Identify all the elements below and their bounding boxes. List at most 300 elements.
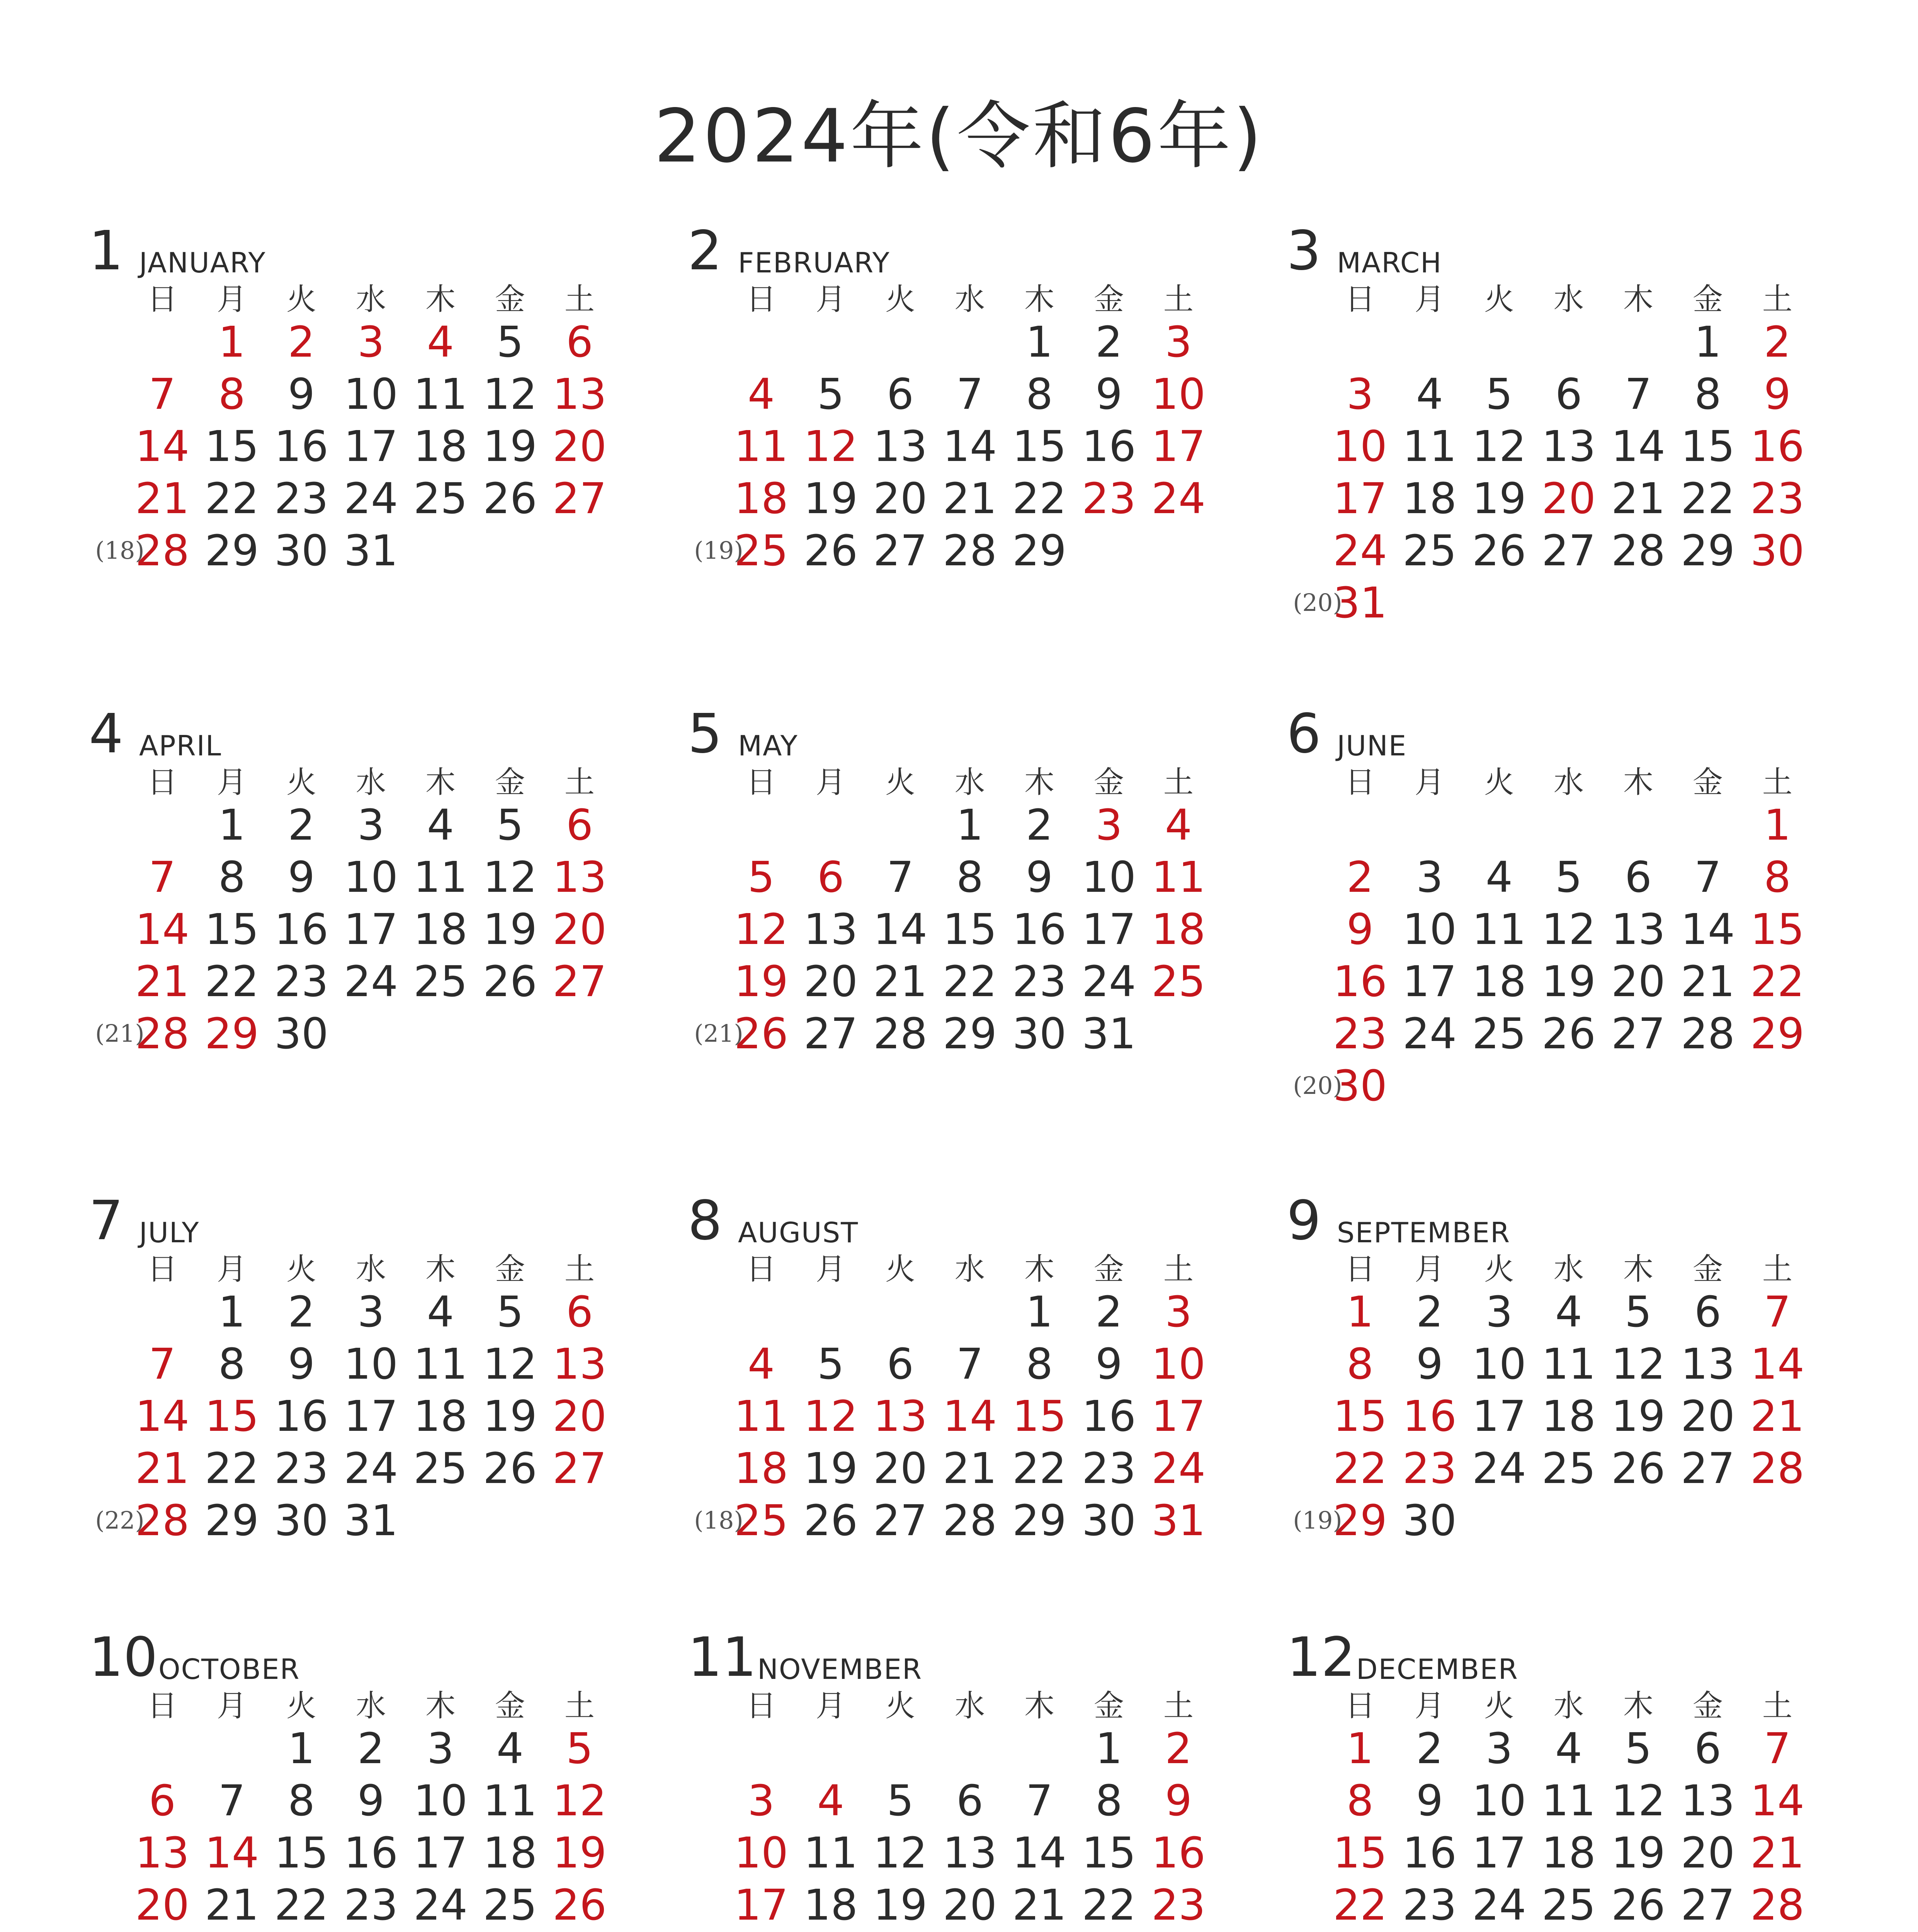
day-cell: 22	[1750, 957, 1804, 1006]
day-cell: 8	[1694, 369, 1721, 419]
weekday-label: 日	[147, 282, 177, 317]
day-cell: 10	[1472, 1776, 1526, 1825]
weekday-label: 水	[954, 765, 985, 800]
weekday-label: 月	[1414, 282, 1445, 317]
day-cell: 5	[1625, 1287, 1652, 1337]
weekday-label: 日	[147, 1689, 177, 1723]
month-march	[1287, 219, 1828, 657]
day-cell: 10	[344, 1339, 398, 1389]
weekday-label: 月	[216, 765, 247, 800]
month-december	[1287, 1626, 1828, 1932]
day-cell: 7	[1764, 1287, 1791, 1337]
day-cell: 12	[483, 369, 537, 419]
day-cell: 28	[135, 1009, 189, 1058]
day-cell: 23	[1012, 957, 1066, 1006]
day-cell: 20	[804, 957, 858, 1006]
day-cell: 19	[804, 1444, 858, 1493]
day-cell: 28	[943, 526, 997, 575]
weekday-label: 木	[425, 765, 456, 800]
day-cell: 26	[804, 526, 858, 575]
weekday-label: 水	[954, 1689, 985, 1723]
day-cell: 31	[344, 526, 398, 575]
day-cell: 12	[553, 1776, 607, 1825]
day-cell: 30	[1082, 1496, 1136, 1545]
day-cell: 8	[1764, 852, 1791, 902]
weekday-label: 日	[746, 765, 776, 800]
day-cell: 5	[748, 852, 775, 902]
day-cell: 14	[135, 422, 189, 471]
day-cell: 7	[956, 1339, 983, 1389]
day-cell: 14	[1611, 422, 1665, 471]
day-cell: 11	[734, 422, 788, 471]
day-cell: 10	[1333, 422, 1387, 471]
day-cell: 3	[427, 1724, 454, 1773]
day-cell: 25	[1472, 1009, 1526, 1058]
day-cell: 26	[804, 1496, 858, 1545]
day-cell: 10	[344, 369, 398, 419]
week-count: (18)	[694, 1506, 743, 1534]
day-cell: 13	[943, 1828, 997, 1878]
day-cell: 12	[873, 1828, 927, 1878]
day-cell: 13	[1611, 905, 1665, 954]
day-cell: 23	[274, 1444, 328, 1493]
day-cell: 16	[344, 1828, 398, 1878]
weekday-label: 日	[147, 1252, 177, 1287]
day-cell: 29	[1012, 526, 1066, 575]
month-header	[1287, 1189, 1828, 1252]
day-cell: 3	[357, 317, 384, 367]
day-cell: 19	[734, 957, 788, 1006]
day-cell: 7	[887, 852, 914, 902]
day-cell: 1	[1347, 1287, 1374, 1337]
weekday-label: 土	[1762, 282, 1792, 317]
day-cell: 9	[1165, 1776, 1192, 1825]
day-cell: 16	[1403, 1828, 1457, 1878]
weekday-label: 水	[1553, 765, 1584, 800]
day-cell: 27	[553, 957, 607, 1006]
day-cell: 20	[553, 905, 607, 954]
day-cell: 18	[734, 1444, 788, 1493]
day-cell: 13	[873, 422, 927, 471]
day-cell: 12	[1472, 422, 1526, 471]
day-cell: 2	[1026, 800, 1053, 850]
weekday-label: 木	[1024, 1689, 1054, 1723]
day-cell: 15	[1012, 1391, 1066, 1441]
day-cell: 31	[1082, 1009, 1136, 1058]
day-cell: 1	[288, 1724, 315, 1773]
day-cell: 4	[1555, 1724, 1582, 1773]
day-cell: 24	[344, 474, 398, 523]
day-cell: 14	[943, 422, 997, 471]
day-cell: 19	[1611, 1828, 1665, 1878]
day-cell: 26	[483, 957, 537, 1006]
month-name: AUGUST	[738, 1216, 859, 1249]
day-cell: 19	[483, 905, 537, 954]
month-name: JUNE	[1337, 730, 1407, 762]
day-cell: 15	[1082, 1828, 1136, 1878]
day-cell: 4	[748, 1339, 775, 1389]
day-cell: 5	[1486, 369, 1513, 419]
weekday-label: 日	[1345, 1689, 1375, 1723]
day-cell: 11	[1542, 1339, 1596, 1389]
weekday-label: 木	[1024, 1252, 1054, 1287]
weekday-label: 金	[495, 1689, 525, 1723]
day-cell: 8	[218, 369, 245, 419]
month-august	[688, 1189, 1229, 1627]
weekday-row	[89, 1689, 630, 1723]
day-cell: 15	[1333, 1828, 1387, 1878]
weekday-label: 火	[885, 765, 915, 800]
day-cell: 1	[1026, 317, 1053, 367]
weekday-label: 日	[746, 1252, 776, 1287]
day-cell: 12	[734, 905, 788, 954]
month-number: 1	[89, 219, 124, 282]
day-cell: 28	[135, 526, 189, 575]
month-header	[1287, 1626, 1828, 1689]
day-cell: 18	[1403, 474, 1457, 523]
day-cell: 9	[1416, 1776, 1443, 1825]
weekday-label: 月	[1414, 1252, 1445, 1287]
day-cell: 4	[817, 1776, 844, 1825]
weekday-label: 金	[1692, 1689, 1723, 1723]
weekday-row	[1287, 282, 1828, 317]
weekday-label: 木	[425, 1689, 456, 1723]
day-cell: 15	[205, 905, 259, 954]
day-cell: 22	[943, 957, 997, 1006]
day-cell: 18	[413, 422, 468, 471]
day-cell: 11	[413, 1339, 468, 1389]
month-header	[688, 1626, 1229, 1689]
day-cell: 26	[553, 1880, 607, 1930]
day-cell: 1	[1764, 800, 1791, 850]
day-cell: 10	[1151, 369, 1206, 419]
day-cell: 16	[274, 1391, 328, 1441]
day-cell: 6	[956, 1776, 983, 1825]
day-cell: 12	[1542, 905, 1596, 954]
day-cell: 17	[1472, 1828, 1526, 1878]
day-cell: 19	[553, 1828, 607, 1878]
day-cell: 8	[288, 1776, 315, 1825]
weekday-label: 火	[885, 1689, 915, 1723]
day-cell: 28	[1750, 1444, 1804, 1493]
weekday-label: 水	[1553, 1689, 1584, 1723]
day-cell: 27	[553, 1444, 607, 1493]
day-cell: 9	[1347, 905, 1374, 954]
day-cell: 25	[734, 1496, 788, 1545]
weekday-label: 月	[216, 282, 247, 317]
day-cell: 7	[1764, 1724, 1791, 1773]
day-cell: 30	[274, 1496, 328, 1545]
month-name: JULY	[139, 1216, 200, 1249]
day-cell: 6	[887, 1339, 914, 1389]
day-cell: 25	[1403, 526, 1457, 575]
day-cell: 7	[149, 369, 176, 419]
day-cell: 3	[1347, 369, 1374, 419]
day-cell: 5	[817, 1339, 844, 1389]
day-cell: 5	[497, 1287, 524, 1337]
day-cell: 28	[1750, 1880, 1804, 1930]
weekday-label: 金	[495, 282, 525, 317]
day-cell: 6	[566, 1287, 593, 1337]
day-cell: 12	[483, 1339, 537, 1389]
day-cell: 24	[413, 1880, 468, 1930]
month-header	[1287, 702, 1828, 765]
day-cell: 8	[956, 852, 983, 902]
weekday-label: 月	[216, 1252, 247, 1287]
day-cell: 17	[1333, 474, 1387, 523]
day-cell: 6	[149, 1776, 176, 1825]
weekday-label: 月	[815, 765, 846, 800]
day-cell: 23	[274, 957, 328, 1006]
weekday-label: 月	[1414, 765, 1445, 800]
weekday-row	[1287, 1252, 1828, 1287]
day-cell: 15	[205, 1391, 259, 1441]
day-cell: 26	[734, 1009, 788, 1058]
day-cell: 10	[413, 1776, 468, 1825]
day-cell: 1	[218, 800, 245, 850]
weekday-row	[1287, 1689, 1828, 1723]
weekday-label: 日	[1345, 1252, 1375, 1287]
weekday-label: 金	[1093, 1252, 1124, 1287]
day-cell: 23	[1333, 1009, 1387, 1058]
day-cell: 9	[1095, 369, 1122, 419]
day-cell: 31	[1333, 578, 1387, 628]
weekday-label: 火	[286, 1689, 316, 1723]
day-cell: 2	[357, 1724, 384, 1773]
day-cell: 9	[1764, 369, 1791, 419]
day-cell: 21	[943, 1444, 997, 1493]
day-cell: 13	[1542, 422, 1596, 471]
day-cell: 30	[274, 526, 328, 575]
day-cell: 25	[413, 474, 468, 523]
day-cell: 25	[483, 1880, 537, 1930]
weekday-label: 火	[1484, 765, 1514, 800]
day-cell: 24	[344, 1444, 398, 1493]
weekday-label: 土	[1762, 1252, 1792, 1287]
day-cell: 30	[1012, 1009, 1066, 1058]
weekday-label: 金	[495, 765, 525, 800]
weekday-row	[688, 765, 1229, 800]
month-number: 12	[1287, 1626, 1356, 1689]
day-cell: 6	[817, 852, 844, 902]
day-cell: 17	[734, 1880, 788, 1930]
weekday-label: 日	[1345, 282, 1375, 317]
day-cell: 25	[1151, 957, 1206, 1006]
day-cell: 9	[1026, 852, 1053, 902]
day-cell: 8	[1347, 1339, 1374, 1389]
day-cell: 22	[1681, 474, 1735, 523]
day-cell: 3	[357, 1287, 384, 1337]
day-cell: 15	[1750, 905, 1804, 954]
day-cell: 4	[427, 800, 454, 850]
day-cell: 29	[205, 1009, 259, 1058]
weekday-row	[688, 1252, 1229, 1287]
day-cell: 7	[1026, 1776, 1053, 1825]
weekday-label: 水	[1553, 1252, 1584, 1287]
day-cell: 21	[1750, 1828, 1804, 1878]
weekday-label: 水	[954, 1252, 985, 1287]
day-cell: 7	[1625, 369, 1652, 419]
day-cell: 12	[483, 852, 537, 902]
day-cell: 10	[1151, 1339, 1206, 1389]
day-cell: 6	[1694, 1724, 1721, 1773]
weekday-label: 日	[147, 765, 177, 800]
weekday-row	[89, 765, 630, 800]
day-cell: 20	[1681, 1391, 1735, 1441]
day-cell: 17	[1151, 422, 1206, 471]
day-cell: 3	[1095, 800, 1122, 850]
day-cell: 30	[1750, 526, 1804, 575]
day-cell: 24	[344, 957, 398, 1006]
month-name: SEPTEMBER	[1337, 1216, 1511, 1249]
weekday-label: 火	[1484, 1252, 1514, 1287]
day-cell: 17	[1082, 905, 1136, 954]
week-count: (19)	[694, 536, 743, 565]
day-cell: 11	[734, 1391, 788, 1441]
month-number: 3	[1287, 219, 1321, 282]
day-cell: 1	[1694, 317, 1721, 367]
weekday-label: 土	[1762, 1689, 1792, 1723]
day-cell: 6	[566, 317, 593, 367]
day-cell: 2	[288, 800, 315, 850]
day-cell: 13	[873, 1391, 927, 1441]
weekday-label: 火	[1484, 1689, 1514, 1723]
weekday-label: 木	[425, 1252, 456, 1287]
day-cell: 15	[274, 1828, 328, 1878]
day-cell: 30	[1403, 1496, 1457, 1545]
day-cell: 28	[135, 1496, 189, 1545]
day-cell: 17	[344, 422, 398, 471]
day-cell: 11	[413, 369, 468, 419]
day-cell: 19	[873, 1880, 927, 1930]
day-cell: 7	[956, 369, 983, 419]
day-cell: 2	[1764, 317, 1791, 367]
day-cell: 14	[135, 905, 189, 954]
day-cell: 12	[1611, 1339, 1665, 1389]
day-cell: 4	[1165, 800, 1192, 850]
weekday-label: 水	[355, 765, 386, 800]
day-cell: 26	[1611, 1444, 1665, 1493]
weekday-label: 木	[425, 282, 456, 317]
day-cell: 1	[218, 317, 245, 367]
day-cell: 23	[1403, 1444, 1457, 1493]
day-cell: 14	[135, 1391, 189, 1441]
day-cell: 23	[1082, 1444, 1136, 1493]
day-cell: 29	[1012, 1496, 1066, 1545]
day-cell: 8	[1026, 1339, 1053, 1389]
month-number: 8	[688, 1189, 723, 1252]
day-cell: 7	[149, 852, 176, 902]
day-cell: 4	[1555, 1287, 1582, 1337]
month-april	[89, 702, 630, 1140]
month-name: MARCH	[1337, 247, 1442, 279]
month-may	[688, 702, 1229, 1140]
day-cell: 14	[1750, 1776, 1804, 1825]
month-header	[688, 702, 1229, 765]
weekday-label: 土	[1163, 282, 1194, 317]
day-cell: 14	[873, 905, 927, 954]
day-cell: 22	[1333, 1880, 1387, 1930]
day-cell: 17	[413, 1828, 468, 1878]
day-cell: 18	[483, 1828, 537, 1878]
day-cell: 26	[1542, 1009, 1596, 1058]
day-cell: 26	[1472, 526, 1526, 575]
weekday-label: 土	[564, 282, 595, 317]
weekday-label: 火	[1484, 282, 1514, 317]
day-cell: 10	[1082, 852, 1136, 902]
month-header	[89, 1189, 630, 1252]
weekday-label: 水	[355, 1252, 386, 1287]
day-cell: 3	[1486, 1287, 1513, 1337]
weekday-label: 日	[746, 282, 776, 317]
day-cell: 28	[873, 1009, 927, 1058]
day-cell: 4	[427, 1287, 454, 1337]
day-cell: 25	[413, 957, 468, 1006]
month-number: 5	[688, 702, 723, 765]
weekday-label: 金	[1093, 1689, 1124, 1723]
week-count: (22)	[95, 1506, 145, 1534]
month-name: JANUARY	[139, 247, 266, 279]
day-cell: 19	[483, 422, 537, 471]
weekday-label: 火	[286, 282, 316, 317]
day-cell: 31	[1151, 1496, 1206, 1545]
day-cell: 6	[1694, 1287, 1721, 1337]
weekday-label: 火	[286, 1252, 316, 1287]
day-cell: 2	[288, 1287, 315, 1337]
day-cell: 20	[873, 474, 927, 523]
day-cell: 14	[1012, 1828, 1066, 1878]
day-cell: 20	[553, 422, 607, 471]
day-cell: 2	[1095, 1287, 1122, 1337]
day-cell: 17	[1151, 1391, 1206, 1441]
day-cell: 24	[1403, 1009, 1457, 1058]
day-cell: 22	[205, 957, 259, 1006]
weekday-label: 木	[1024, 765, 1054, 800]
day-cell: 5	[817, 369, 844, 419]
weekday-label: 木	[1623, 1252, 1653, 1287]
week-count: (21)	[95, 1019, 145, 1048]
day-cell: 21	[135, 474, 189, 523]
day-cell: 11	[483, 1776, 537, 1825]
day-cell: 20	[873, 1444, 927, 1493]
day-cell: 4	[1486, 852, 1513, 902]
month-name: APRIL	[139, 730, 222, 762]
weekday-row	[688, 1689, 1229, 1723]
calendar-title: 2024年(令和6年)	[654, 94, 1264, 179]
day-cell: 9	[288, 369, 315, 419]
day-cell: 3	[1416, 852, 1443, 902]
day-cell: 21	[205, 1880, 259, 1930]
day-cell: 28	[1611, 526, 1665, 575]
month-october	[89, 1626, 630, 1932]
day-cell: 20	[553, 1391, 607, 1441]
weekday-label: 土	[564, 1689, 595, 1723]
day-cell: 13	[1681, 1776, 1735, 1825]
day-cell: 19	[1611, 1391, 1665, 1441]
day-cell: 1	[218, 1287, 245, 1337]
day-cell: 6	[887, 369, 914, 419]
weekday-label: 土	[1762, 765, 1792, 800]
day-cell: 24	[1333, 526, 1387, 575]
weekday-label: 月	[216, 1689, 247, 1723]
weekday-label: 金	[1093, 765, 1124, 800]
day-cell: 26	[1611, 1880, 1665, 1930]
month-number: 11	[688, 1626, 757, 1689]
day-cell: 7	[218, 1776, 245, 1825]
day-cell: 17	[1403, 957, 1457, 1006]
day-cell: 30	[1333, 1061, 1387, 1111]
day-cell: 27	[1681, 1444, 1735, 1493]
